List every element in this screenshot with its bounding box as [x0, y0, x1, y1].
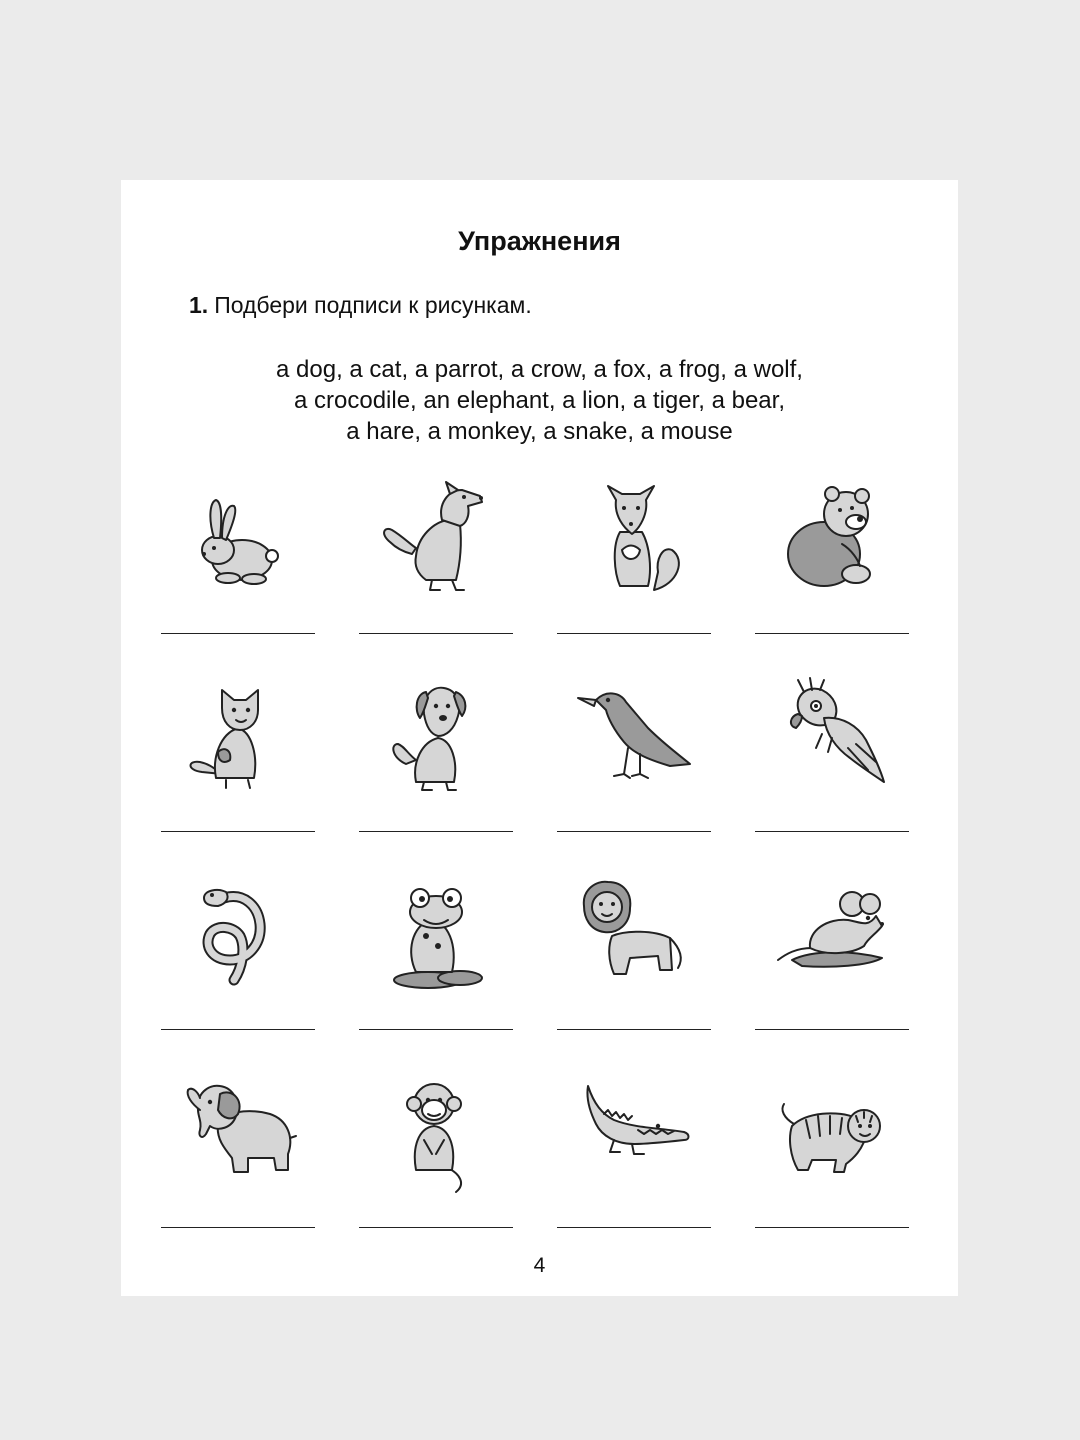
monkey-icon: [376, 1074, 496, 1194]
answer-line[interactable]: [755, 1029, 909, 1030]
picture-cell: [161, 1074, 315, 1254]
dog-icon: [376, 678, 496, 798]
answer-line[interactable]: [359, 1227, 513, 1228]
answer-line[interactable]: [557, 831, 711, 832]
word-bank-line: a dog, a cat, a parrot, a crow, a fox, a frog, a wolf,: [276, 356, 803, 383]
frog-icon: [376, 876, 496, 996]
answer-line[interactable]: [755, 1227, 909, 1228]
answer-line[interactable]: [557, 633, 711, 634]
hare-icon: [178, 480, 298, 600]
picture-cell: [557, 678, 711, 858]
task-text: Подбери подписи к рисункам.: [214, 292, 532, 318]
answer-line[interactable]: [755, 831, 909, 832]
picture-cell: [161, 876, 315, 1056]
answer-line[interactable]: [161, 1029, 315, 1030]
answer-line[interactable]: [755, 633, 909, 634]
task-number: 1.: [189, 292, 209, 318]
picture-grid: [121, 180, 958, 1296]
picture-cell: [359, 480, 513, 660]
picture-cell: [359, 876, 513, 1056]
answer-line[interactable]: [557, 1227, 711, 1228]
answer-line[interactable]: [161, 1227, 315, 1228]
picture-cell: [755, 876, 909, 1056]
elephant-icon: [178, 1074, 298, 1194]
lion-icon: [574, 876, 694, 996]
mouse-icon: [772, 876, 892, 996]
word-bank-line: a crocodile, an elephant, a lion, a tiger, a bear,: [293, 387, 785, 414]
page-title: Упражнения: [458, 226, 621, 256]
picture-cell: [359, 1074, 513, 1254]
crow-icon: [574, 678, 694, 798]
word-bank-line: a hare, a monkey, a snake, a mouse: [346, 418, 733, 445]
picture-cell: [557, 876, 711, 1056]
parrot-icon: [772, 678, 892, 798]
picture-cell: [161, 678, 315, 858]
answer-line[interactable]: [359, 831, 513, 832]
picture-cell: [161, 480, 315, 660]
picture-cell: [755, 1074, 909, 1254]
picture-cell: [557, 1074, 711, 1254]
cat-icon: [178, 678, 298, 798]
picture-cell: [359, 678, 513, 858]
answer-line[interactable]: [161, 831, 315, 832]
picture-cell: [755, 678, 909, 858]
answer-line[interactable]: [359, 1029, 513, 1030]
worksheet-page: [121, 180, 958, 1296]
wolf-icon: [376, 480, 496, 600]
bear-icon: [772, 480, 892, 600]
fox-icon: [574, 480, 694, 600]
picture-cell: [755, 480, 909, 660]
answer-line[interactable]: [557, 1029, 711, 1030]
tiger-icon: [772, 1074, 892, 1194]
page-number: 4: [533, 1254, 546, 1277]
answer-line[interactable]: [359, 633, 513, 634]
answer-line[interactable]: [161, 633, 315, 634]
crocodile-icon: [574, 1074, 694, 1194]
picture-cell: [557, 480, 711, 660]
snake-icon: [178, 876, 298, 996]
